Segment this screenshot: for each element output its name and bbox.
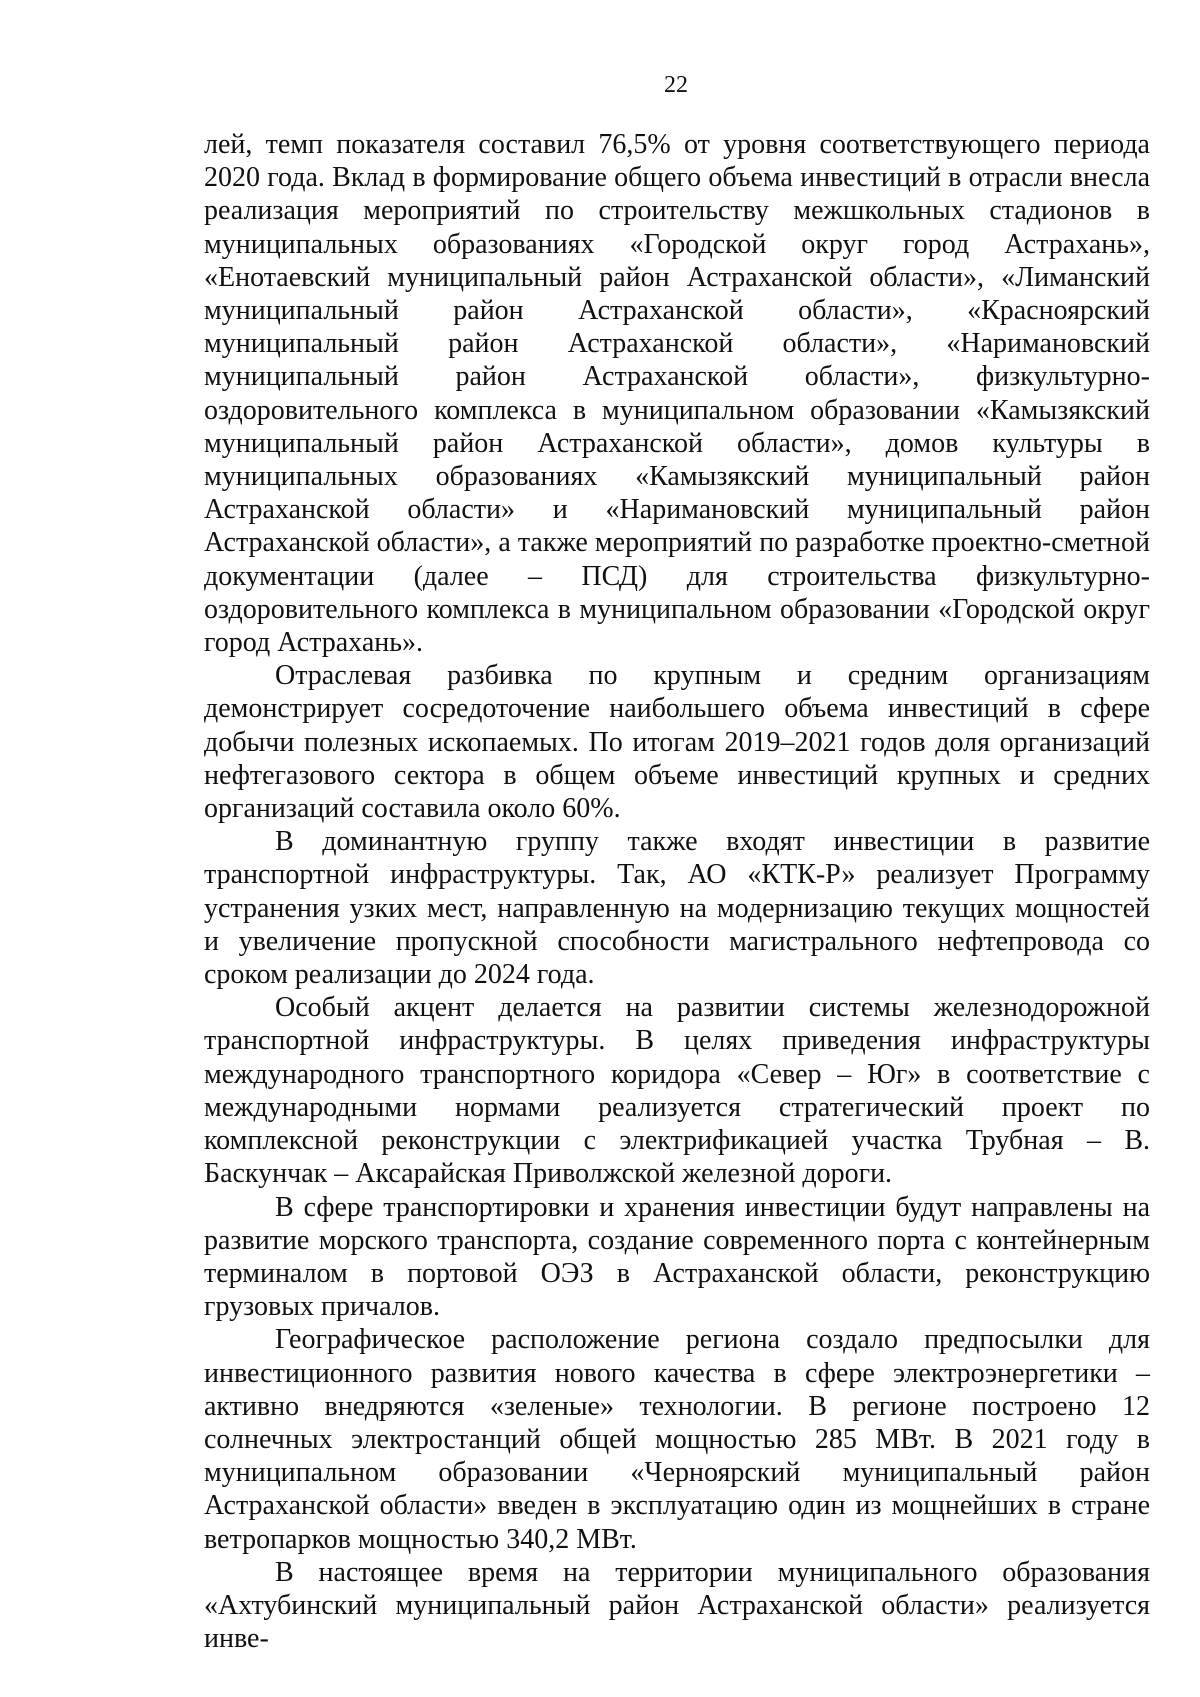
paragraph-5: В сфере транспортировки и хранения инвестиции будут направлены на развитие морского транспорта, создание современного порта с контейнерным терминалом в портовой ОЭЗ в Астраханской области, реконструкцию грузовых причалов. <box>204 1191 1150 1323</box>
paragraph-7: В настоящее время на территории муниципального образования «Ахтубинский муниципальный район Астраханской области» реализуется инве- <box>204 1556 1150 1655</box>
body-text <box>204 128 1150 1655</box>
paragraph-3: В доминантную группу также входят инвестиции в развитие транспортной инфраструктуры. Так, АО «КТК-Р» реализует Программу устранения узких мест, направленную на модернизацию текущих мощностей и увеличение пропускной способности магистрального нефтепровода со сроком реализации до 2024 года. <box>204 826 1150 991</box>
paragraph-2: Отраслевая разбивка по крупным и средним организациям демонстрирует сосредоточение наибольшего объема инвестиций в сфере добычи полезных ископаемых. По итогам 2019–2021 годов доля организаций нефтегазового сектора в общем объеме инвестиций крупных и средних организаций составила около 60%. <box>204 660 1150 825</box>
paragraph-4: Особый акцент делается на развитии системы железнодорожной транспортной инфраструктуры. В целях приведения инфраструктуры международного транспортного коридора «Север – Юг» в соответствие с международными нормами реализуется стратегический проект по комплексной реконструкции с электрификацией участка Трубная – В. Баскунчак – Аксарайская Приволжской железной дороги. <box>204 992 1150 1190</box>
paragraph-1: лей, темп показателя составил 76,5% от уровня соответствующего периода 2020 года. Вклад в формирование общего объема инвестиций в отрасли внесла реализация мероприятий по строительству межшкольных стадионов в муниципальных образованиях «Городской округ город Астрахань», «Енотаевский муниципальный район Астраханской области», «Лиманский муниципальный район Астраханской области», «Красноярский муниципальный район Астраханской области», «Наримановский муниципальный район Астраханской области», физкультурно-оздоровительного комплекса в муниципальном образовании «Камызякский муниципальный район Астраханской области», домов культуры в муниципальных образованиях «Камызякский муниципальный район Астраханской области» и «Наримановский муниципальный район Астраханской области», а также мероприятий по разработке проектно-сметной документации (далее – ПСД) для строительства физкультурно-оздоровительного комплекса в муниципальном образовании «Городской округ город Астрахань». <box>204 129 1150 659</box>
page-number: 22 <box>664 72 688 98</box>
paragraph-6: Географическое расположение региона создало предпосылки для инвестиционного развития нового качества в сфере электроэнергетики – активно внедряются «зеленые» технологии. В регионе построено 12 солнечных электростанций общей мощностью 285 МВт. В 2021 году в муниципальном образовании «Черноярский муниципальный район Астраханской области» введен в эксплуатацию один из мощнейших в стране ветропарков мощностью 340,2 МВт. <box>204 1324 1150 1555</box>
